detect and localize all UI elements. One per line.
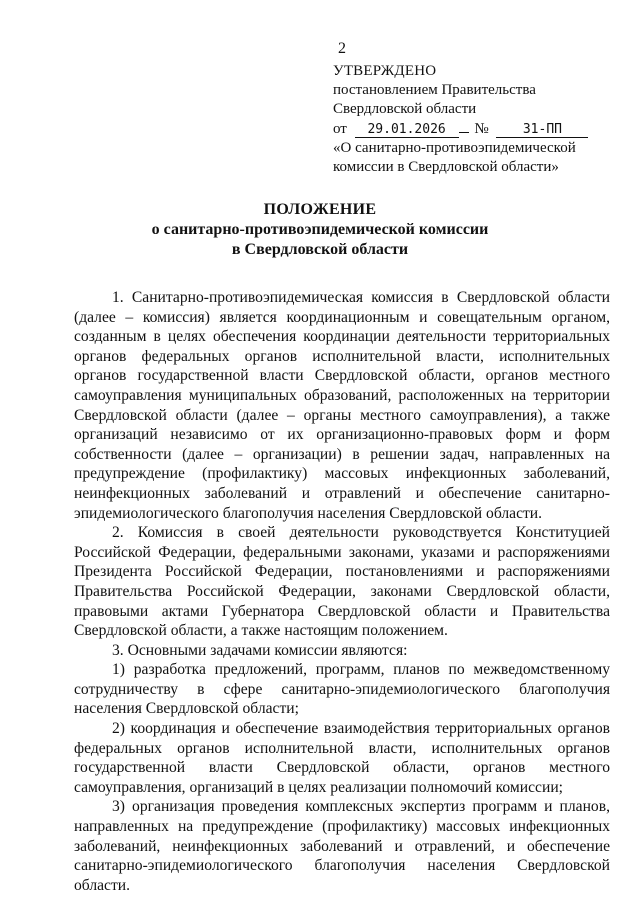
date-underline-tail: [459, 119, 469, 133]
from-label: от: [333, 121, 347, 137]
decree-subject: «О санитарно-противоэпидемической комиссии в Свердловской области»: [333, 140, 576, 175]
title-line-2: о санитарно-противоэпидемической комиссии: [151, 221, 489, 238]
paragraph-1: 1. Санитарно-противоэпидемическая комиссия в Свердловской области (далее – комиссия) является координационным и совещательным органом, созданным в целях обеспечения координации деятельности территориальных органов федеральных органов исполнительной власти, исполнительных органов государственной власти Свердловской области, органов местного самоуправления муниципальных образований, расположенных на территории Свердловской области (далее – органы местного самоуправления), а также организаций независимо от их организационно-правовых форм и форм собственности (далее – организации) в решении задач, направленных на предупреждение (профилактику) массовых инфекционных заболеваний, неинфекционных заболеваний и отравлений и обеспечение санитарно-эпидемиологического благополучия населения Свердловской области.: [74, 289, 610, 522]
page-number: 2: [338, 40, 346, 57]
approval-line-1: постановлением Правительства: [333, 82, 536, 98]
document-body: [74, 288, 610, 895]
approval-line-2: Свердловской области: [333, 101, 477, 117]
paragraph-2: 2. Комиссия в своей деятельности руководствуется Конституцией Российской Федерации, федеральными законами, указами и распоряжениями Президента Российской Федерации, постановлениями и распоряжениями Правительства Российской Федерации, законами Свердловской области, правовыми актами Губернатора Свердловской области и Правительства Свердловской области, а также настоящим положением.: [74, 524, 610, 640]
approval-stamp: [333, 62, 623, 177]
paragraph-3-item-3: 3) организация проведения комплексных экспертиз программ и планов, направленных на предупреждение (профилактику) массовых инфекционных заболеваний, неинфекционных заболеваний и отравлений, и обеспечение санитарно-эпидемиологического благополучия населения Свердловской области.: [74, 798, 610, 894]
approval-date-number-line: [333, 119, 623, 139]
paragraph-3: 3. Основными задачами комиссии являются:: [112, 641, 408, 659]
decree-date: 29.01.2026: [355, 122, 459, 138]
decree-number: 31-ПП: [496, 122, 588, 138]
paragraph-3-item-2: 2) координация и обеспечение взаимодействия территориальных органов федеральных органов исполнительной власти, исполнительных органов государственной власти Свердловской области, органов местного самоуправления, организаций в целях реализации полномочий комиссии;: [74, 720, 610, 796]
document-title: [0, 200, 640, 260]
title-line-3: в Свердловской области: [231, 241, 409, 258]
number-label: №: [474, 121, 489, 137]
title-heading: ПОЛОЖЕНИЕ: [263, 201, 377, 218]
approved-label: УТВЕРЖДЕНО: [333, 63, 437, 79]
paragraph-3-item-1: 1) разработка предложений, программ, планов по межведомственному сотрудничеству в сфере санитарно-эпидемиологического благополучия населения Свердловской области;: [74, 661, 610, 718]
